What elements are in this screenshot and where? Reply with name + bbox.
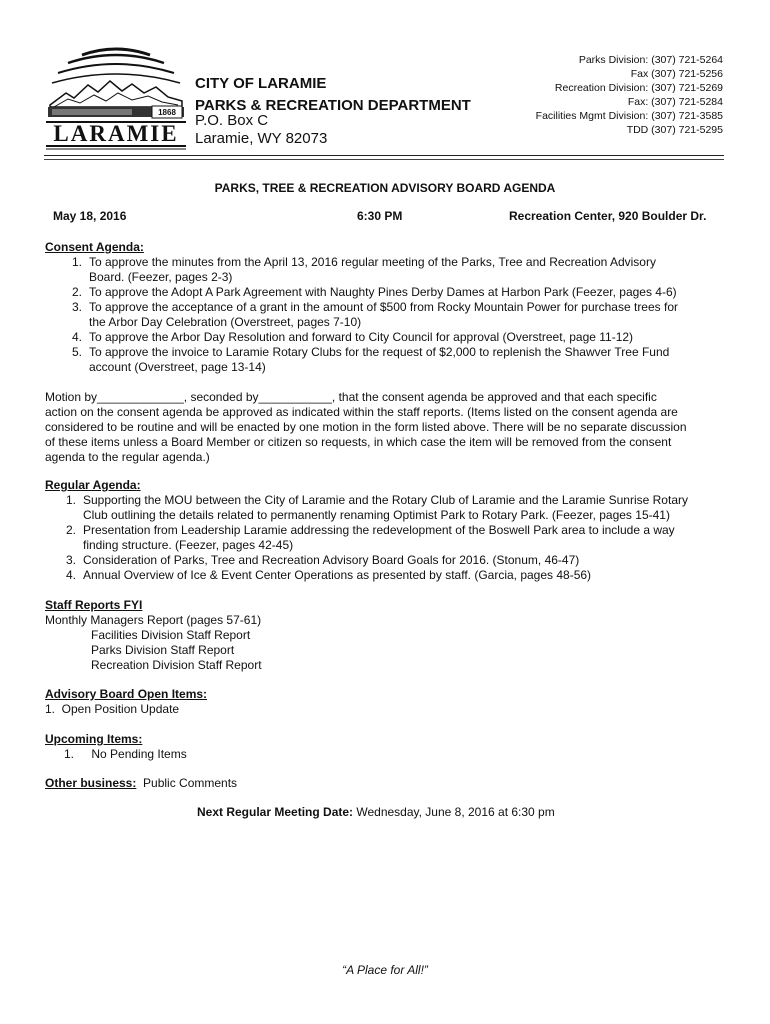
contact-parks-fax: Fax (307) 721-5256 xyxy=(630,68,723,80)
item-text: Supporting the MOU between the City of Laramie and the Rotary Club of Laramie and the Laramie Sunrise Rotary xyxy=(83,493,688,507)
item-text: the Arbor Day Celebration (Overstreet, pages 7-10) xyxy=(89,315,362,329)
item-number: 1. xyxy=(65,493,76,507)
regular-heading xyxy=(45,478,141,493)
item-text: Board. (Feezer, pages 2-3) xyxy=(89,270,233,284)
consent-item xyxy=(45,330,735,345)
open-items-heading: Advisory Board Open Items: xyxy=(45,687,208,701)
next-meeting-label: Next Regular Meeting Date: xyxy=(197,805,354,819)
upcoming-item xyxy=(54,747,654,762)
item-text: Club outlining the details related to permanently renaming Optimist Park to Rotary Park. (Feezer, pages 15-41) xyxy=(83,508,670,522)
regular-item xyxy=(39,553,739,568)
meeting-time: 6:30 PM xyxy=(357,209,403,223)
motion-line: considered to be routine and will be enacted by one motion in the form listed above. There will be no separate discussion xyxy=(45,420,687,434)
item-text: To approve the Arbor Day Resolution and forward to City Council for approval (Overstreet, page 11-12) xyxy=(89,330,634,344)
agenda-title: PARKS, TREE & RECREATION ADVISORY BOARD AGENDA xyxy=(214,181,556,195)
item-text: To approve the minutes from the April 13, 2016 regular meeting of the Parks, Tree and Recreation Advisory xyxy=(89,255,656,269)
meeting-location: Recreation Center, 920 Boulder Dr. xyxy=(509,209,707,223)
other-business xyxy=(45,776,237,791)
open-item: 1. Open Position Update xyxy=(45,702,180,716)
staff-heading: Staff Reports FYI xyxy=(45,598,143,612)
motion-paragraph xyxy=(45,390,725,465)
item-text: Annual Overview of Ice & Event Center Operations as presented by staff. (Garcia, pages 48-56) xyxy=(83,568,592,582)
consent-list xyxy=(45,255,735,375)
motion-line: Motion by_____________, seconded by___________, that the consent agenda be approved and that each specific xyxy=(45,390,657,404)
regular-item xyxy=(39,523,739,553)
other-business-text: Public Comments xyxy=(136,776,238,790)
item-text: No Pending Items xyxy=(91,747,187,761)
next-meeting-value: Wednesday, June 8, 2016 at 6:30 pm xyxy=(353,805,555,819)
city-state-zip: Laramie, WY 82073 xyxy=(195,130,328,147)
item-number: 1. xyxy=(63,747,74,761)
laramie-logo xyxy=(44,45,188,151)
motion-line: action on the consent agenda be approved as indicated within the staff reports. (Items listed on the consent agenda are xyxy=(45,405,678,419)
regular-heading-text: Regular Agenda xyxy=(45,478,137,492)
consent-item xyxy=(45,255,735,285)
motion-line: of these items unless a Board Member or citizen so requests, in which case the item will be removed from the consent xyxy=(45,435,672,449)
regular-heading-colon: : xyxy=(136,478,141,492)
regular-list xyxy=(39,493,739,583)
founded-year: 1868 xyxy=(158,108,176,117)
header-rule-thin xyxy=(44,159,724,160)
city-name: CITY OF LARAMIE xyxy=(195,75,327,92)
item-number: 2. xyxy=(65,523,76,537)
department-name: PARKS & RECREATION DEPARTMENT xyxy=(195,97,471,114)
contact-recreation-fax: Fax: (307) 721-5284 xyxy=(627,96,723,108)
item-text: Presentation from Leadership Laramie addressing the redevelopment of the Boswell Park area to include a way xyxy=(83,523,675,537)
consent-heading: Consent Agenda: xyxy=(45,240,144,254)
contact-parks: Parks Division: (307) 721-5264 xyxy=(578,54,723,66)
staff-report-parks: Parks Division Staff Report xyxy=(91,643,235,657)
item-text: To approve the acceptance of a grant in the amount of $500 from Rocky Mountain Power for purchase trees for xyxy=(89,300,678,314)
contact-facilities: Facilities Mgmt Division: (307) 721-3585 xyxy=(535,110,723,122)
regular-item xyxy=(39,568,739,583)
contact-list xyxy=(423,53,723,137)
item-text: To approve the invoice to Laramie Rotary Clubs for the request of $2,000 to replenish the Shawver Tree Fund xyxy=(89,345,670,359)
staff-report-facilities: Facilities Division Staff Report xyxy=(91,628,251,642)
regular-item xyxy=(39,493,739,523)
po-box: P.O. Box C xyxy=(195,112,269,129)
consent-item xyxy=(45,300,735,330)
next-meeting xyxy=(197,805,555,820)
motion-line: agenda to the regular agenda.) xyxy=(45,450,210,464)
logo-wordmark: LARAMIE xyxy=(53,121,179,146)
upcoming-heading: Upcoming Items: xyxy=(45,732,143,746)
header-rule xyxy=(44,155,724,156)
item-text: Consideration of Parks, Tree and Recreation Advisory Board Goals for 2016. (Stonum, 46-47) xyxy=(83,553,580,567)
item-number: 2. xyxy=(71,285,82,299)
contact-recreation: Recreation Division: (307) 721-5269 xyxy=(554,82,723,94)
item-number: 3. xyxy=(65,553,76,567)
consent-item xyxy=(45,285,735,300)
contact-tdd: TDD (307) 721-5295 xyxy=(626,124,723,136)
item-number: 4. xyxy=(71,330,82,344)
item-text: finding structure. (Feezer, pages 42-45) xyxy=(83,538,294,552)
item-number: 4. xyxy=(65,568,76,582)
meeting-date: May 18, 2016 xyxy=(53,209,127,223)
footer-slogan: “A Place for All!” xyxy=(342,963,428,977)
monthly-report: Monthly Managers Report (pages 57-61) xyxy=(45,613,262,627)
consent-item xyxy=(45,345,735,375)
item-number: 5. xyxy=(71,345,82,359)
staff-report-recreation: Recreation Division Staff Report xyxy=(91,658,262,672)
item-number: 3. xyxy=(71,300,82,314)
other-business-heading: Other business: xyxy=(45,776,137,790)
item-number: 1. xyxy=(71,255,82,269)
item-text: To approve the Adopt A Park Agreement with Naughty Pines Derby Dames at Harbon Park (Feezer, pages 4-6) xyxy=(89,285,677,299)
item-text: account (Overstreet, page 13-14) xyxy=(89,360,266,374)
